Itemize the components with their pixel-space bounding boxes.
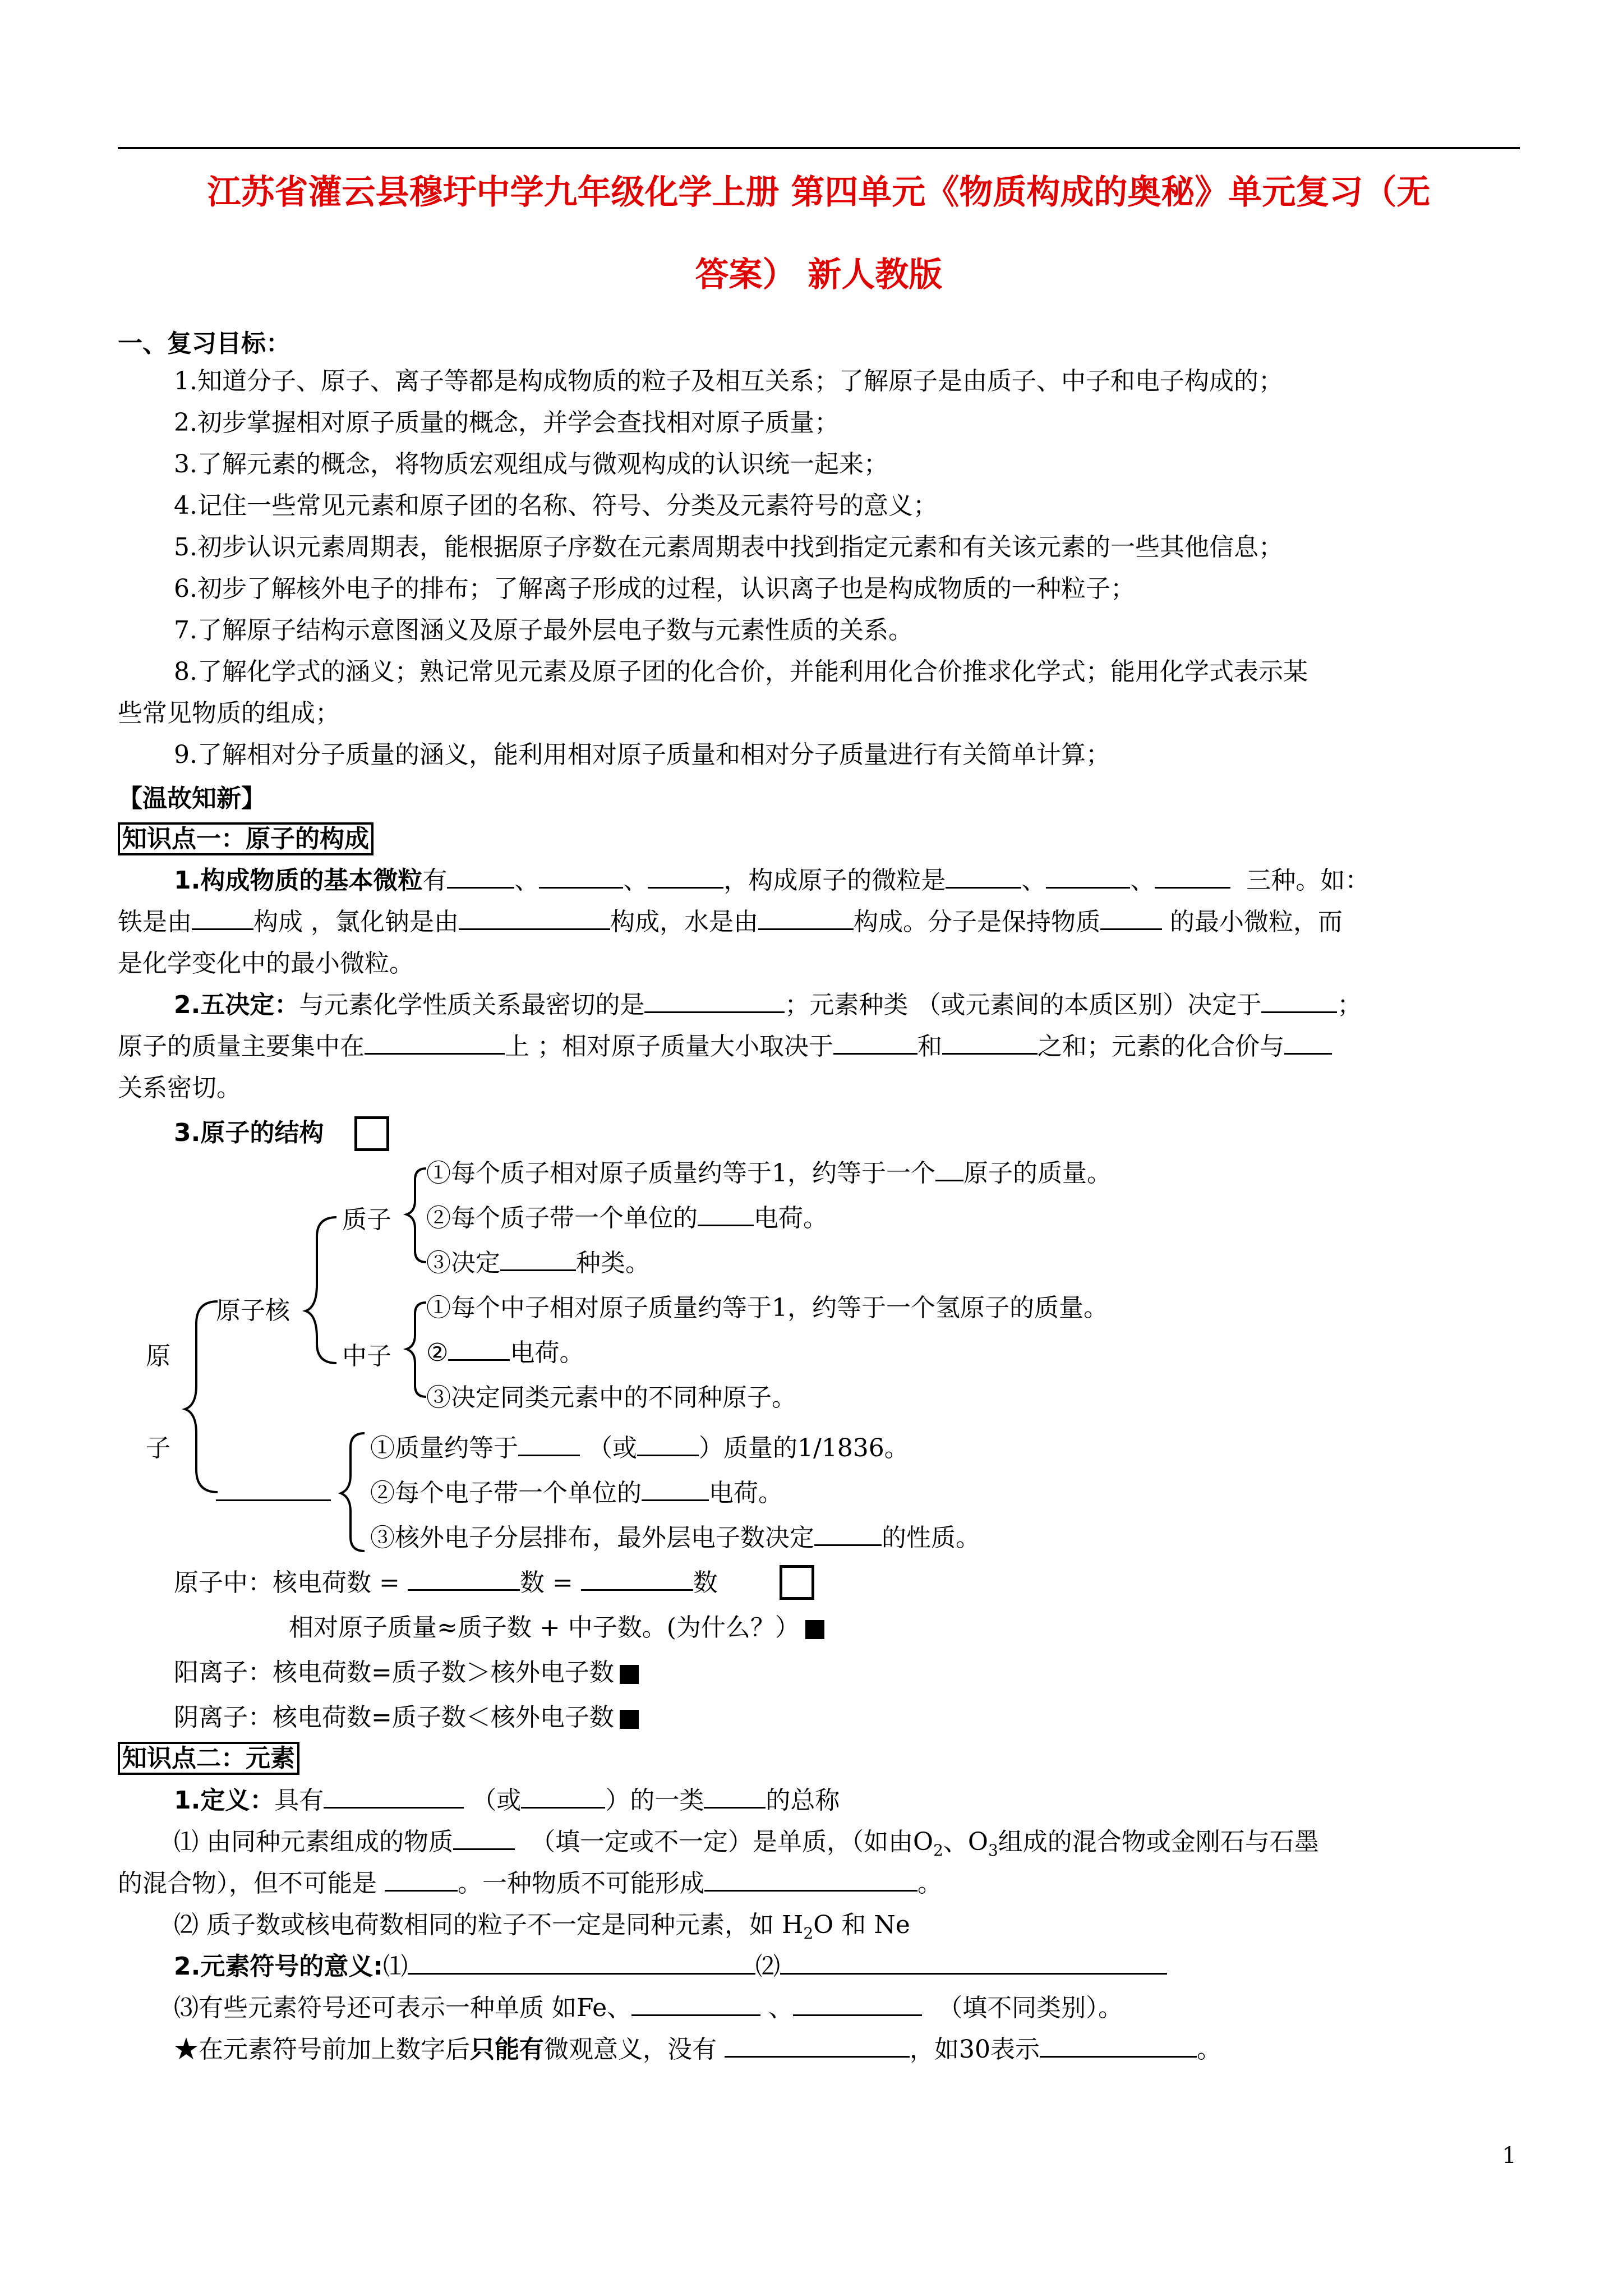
neutron-fact-1: ①每个中子相对原子质量约等于1，约等于一个氢原子的质量。 [426,1294,1108,1322]
symbol-meaning: 2.元素符号的意义:⑴ ⑵ [174,1950,1167,1984]
answer-blank[interactable] [385,1867,458,1892]
kp2-statement-2: ⑵ 质子数或核电荷数相同的粒子不一定是同种元素，如 $H_2O$ 和 Ne [174,1911,910,1943]
answer-blank[interactable] [637,1432,699,1456]
kp1-heading: 知识点一：原子的构成 [118,822,374,855]
anion-note: 阴离子：核电荷数=质子数＜核外电子数 [174,1701,639,1734]
objective-item: 些常见物质的组成； [118,699,340,728]
kp1-q2-line2: 原子的质量主要集中在 上 ；相对原子质量大小取决于 和 之和；元素的化合价与 [118,1030,1332,1064]
proton-label: 质子 [342,1205,391,1234]
electron-fact-3: ③核外电子分层排布，最外层电子数决定 的性质。 [370,1521,980,1555]
answer-blank[interactable] [521,1784,605,1809]
electron-fact-2: ②每个电子带一个单位的 电荷。 [370,1476,783,1510]
q3-label: 3.原子的结构 [174,1119,324,1147]
objective-item: 3.了解元素的概念，将物质宏观组成与微观构成的认识统一起来； [174,450,888,478]
objective-item: 4.记住一些常见元素和原子团的名称、符号、分类及元素符号的意义； [174,491,938,520]
neutron-label: 中子 [342,1342,391,1370]
answer-blank[interactable] [453,1826,515,1850]
objective-item: 7.了解原子结构示意图涵义及原子最外层电子数与元素性质的关系。 [174,616,913,645]
answer-blank[interactable] [793,1992,922,2016]
answer-blank[interactable] [642,1477,709,1501]
answer-blank[interactable] [780,1950,1167,1975]
proton-fact-1: ①每个质子相对原子质量约等于1，约等于一个 原子的质量。 [426,1157,1112,1190]
symbol-meaning-3: ⑶有些元素符号还可表示一种单质 如Fe、 、 （填不同类别）。 [174,1991,1123,2025]
answer-blank[interactable] [500,1247,576,1271]
nucleus-brace [306,1217,336,1363]
page-number: 1 [1502,2143,1516,2169]
cation-note: 阳离子：核电荷数=质子数＞核外电子数 [174,1656,639,1690]
filled-square-icon [620,1710,639,1729]
objective-item: 6.初步了解核外电子的排布；了解离子形成的过程，认识离子也是构成物质的一种粒子； [174,574,1135,603]
answer-blank[interactable] [448,1337,510,1361]
answer-box[interactable] [780,1565,814,1600]
kp2-statement-1-line2: 的混合物），但不可能是 。一种物质不可能形成 。 [118,1867,942,1901]
electron-fact-1: ①质量约等于 （或 ）质量的1/1836。 [370,1432,909,1465]
atom-brace [185,1301,218,1492]
kp1-q2-line1: 2.五决定：与元素化学性质关系最密切的是 ；元素种类 （或元素间的本质区别）决定于 ； [174,988,1362,1022]
star-note: ★在元素符号前加上数字后只能有微观意义，没有 ，如30表示 。 [174,2033,1221,2067]
filled-square-icon [805,1620,824,1639]
proton-fact-3: ③决定 种类。 [426,1246,650,1280]
kp2-statement-1: ⑴ 由同种元素组成的物质 （填一定或不一定）是单质，（如由$O_2$、$O_3$组成的混合物或金刚石与石墨 [174,1825,1319,1867]
kp1-q1-line3: 是化学变化中的最小微粒。 [118,949,414,978]
kp1-q2-line3: 关系密切。 [118,1074,241,1102]
answer-blank[interactable] [814,1522,882,1546]
review-heading: 【温故知新】 [118,784,266,813]
answer-blank[interactable] [704,1784,766,1809]
answer-blank[interactable] [518,1432,580,1456]
filled-square-icon [620,1665,639,1684]
kp2-definition: 1.定义：具有 （或 ）的一类 的总称 [174,1784,840,1818]
answer-blank[interactable] [324,1784,464,1809]
proton-brace [407,1168,426,1262]
objective-item: 5.初步认识元素周期表，能根据原子序数在元素周期表中找到指定元素和有关该元素的一些其他信息； [174,533,1283,562]
neutron-fact-2: ② 电荷。 [426,1336,584,1370]
answer-blank[interactable] [698,1202,754,1226]
answer-blank[interactable] [631,1992,760,2016]
page-title-line1: 江苏省灌云县穆圩中学九年级化学上册 第四单元《物质构成的奥秘》单元复习（无 [207,173,1431,212]
objective-item: 8.了解化学式的涵义；熟记常见元素及原子团的化合价，并能利用化合价推求化学式；能用化学式表示某 [174,657,1308,686]
objectives-heading: 一、复习目标： [118,329,291,358]
electron-label-blank[interactable] [216,1477,331,1501]
electron-brace [341,1433,365,1551]
kp1-q1-line1: 1.构成物质的基本微粒有 、 、 ，构成原子的微粒是 、 、 三种。如： [174,864,1370,898]
answer-blank[interactable] [1040,2033,1197,2058]
nucleus-label: 原子核 [216,1296,290,1325]
answer-blank[interactable] [581,1567,693,1591]
answer-blank[interactable] [725,2033,910,2058]
objective-item: 9.了解相对分子质量的涵义，能利用相对原子质量和相对分子质量进行有关简单计算； [174,740,1110,769]
proton-fact-2: ②每个质子带一个单位的 电荷。 [426,1202,828,1235]
page-title-line2: 答案） 新人教版 [695,255,943,295]
kp1-q1-line2: 铁是由 构成 ，氯化钠是由 构成，水是由 构成。分子是保持物质 的最小微粒，而 [118,905,1343,939]
objective-item: 1.知道分子、原子、离子等都是构成物质的粒子及相互关系；了解原子是由质子、中子和电子构成的； [174,367,1283,395]
answer-blank[interactable] [408,1950,755,1975]
answer-blank[interactable] [704,1867,917,1892]
kp2-heading: 知识点二：元素 [118,1742,299,1775]
relative-mass-note: 相对原子质量≈质子数 + 中子数。(为什么？） [289,1611,824,1645]
answer-blank[interactable] [408,1567,520,1591]
neutron-fact-3: ③决定同类元素中的不同种原子。 [426,1383,796,1412]
atom-label-1: 原 [146,1342,170,1370]
in-atom-relation: 原子中：核电荷数 = 数 = 数 [174,1566,718,1600]
answer-blank[interactable] [935,1157,963,1181]
q1-label: 1.构成物质的基本微粒 [174,866,423,895]
neutron-brace [407,1303,426,1397]
atom-label-2: 子 [146,1434,170,1462]
objective-item: 2.初步掌握相对原子质量的概念，并学会查找相对原子质量； [174,408,839,437]
